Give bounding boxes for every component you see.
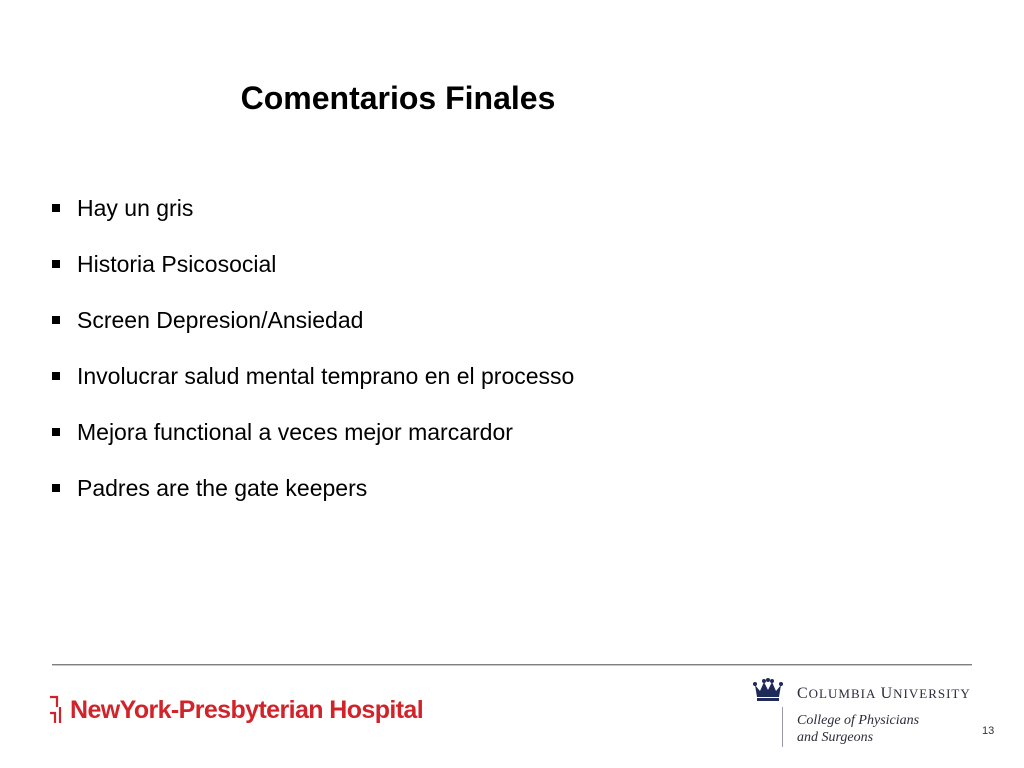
columbia-university-name	[797, 685, 971, 703]
bullet-item	[52, 302, 574, 358]
college-name-line-2: and Surgeons	[797, 730, 874, 745]
square-bullet-icon	[52, 372, 60, 380]
bullet-text: Screen Depresion/Ansiedad	[77, 307, 364, 333]
square-bullet-icon	[52, 484, 60, 492]
bullet-text: Mejora functional a veces mejor marcardor	[77, 419, 513, 445]
nyp-logo	[48, 695, 423, 725]
nyp-logo-text: NewYork-Presbyterian Hospital	[70, 696, 424, 724]
bullet-item	[52, 190, 574, 246]
square-bullet-icon	[52, 316, 60, 324]
college-name-line-1: College of Physicians	[797, 713, 920, 728]
bullet-text: Involucrar salud mental temprano en el processo	[77, 363, 575, 389]
bullet-text: Padres are the gate keepers	[77, 475, 368, 501]
columbia-divider-line	[782, 707, 783, 747]
bullet-item	[52, 246, 574, 302]
crown-icon	[752, 677, 784, 703]
footer-divider	[52, 664, 972, 665]
bullet-text: Hay un gris	[77, 195, 194, 221]
bullet-list	[52, 190, 574, 526]
university-initial: U	[880, 685, 894, 702]
page-number: 13	[982, 725, 995, 737]
square-bullet-icon	[52, 260, 60, 268]
columbia-initial: C	[797, 685, 809, 702]
bullet-item	[52, 414, 574, 470]
square-bullet-icon	[52, 204, 60, 212]
bullet-item	[52, 470, 574, 526]
slide-title: Comentarios Finales	[240, 80, 556, 116]
columbia-logo	[752, 675, 971, 750]
square-bullet-icon	[52, 428, 60, 436]
nyp-mark-icon	[48, 695, 62, 725]
bullet-text: Historia Psicosocial	[77, 251, 277, 277]
columbia-rest: OLUMBIA	[808, 686, 877, 701]
university-rest: NIVERSITY	[893, 686, 971, 701]
bullet-item	[52, 358, 574, 414]
